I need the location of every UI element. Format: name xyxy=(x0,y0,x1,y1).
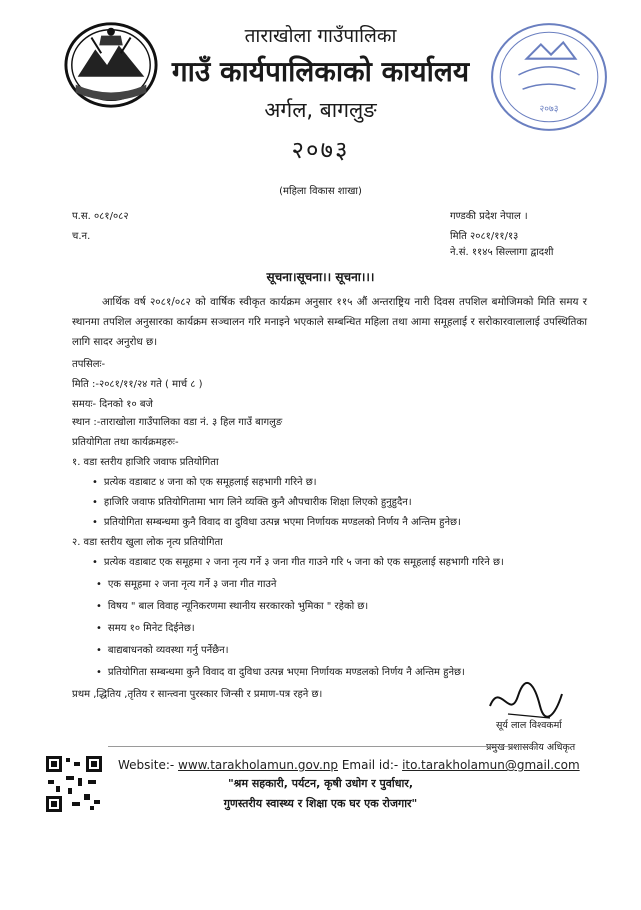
seal-year: २०७३ xyxy=(539,104,559,115)
section1-item: • प्रतियोगिता सम्बन्धमा कुनै विवाद वा दुविधा उत्पन्न भएमा निर्णायक मण्डलको निर्णय नै अन्तिम हुनेछ। xyxy=(92,514,461,528)
letter-date: मिति २०८१/११/१३ xyxy=(450,231,519,242)
section2-item: • प्रत्येक वडाबाट एक समूहमा २ जना नृत्य गर्ने ३ जना गीत गाउने गरि ५ जना को एक समूहलाई सहभागी गरिने छ। xyxy=(92,554,504,568)
nepal-sambat-date: ने.सं. ११४५ सिल्लागा द्वादशी xyxy=(450,247,554,258)
province-label: गण्डकी प्रदेश नेपाल । xyxy=(450,211,528,222)
slogan-line-1: "श्रम सहकारी, पर्यटन, कृषी उधोग र पुर्वाधार, xyxy=(227,777,414,790)
letter-cn: च.न. xyxy=(72,231,91,242)
event-time: समयः- दिनको १० बजे xyxy=(72,399,153,410)
section1-item: • हाजिरि जवाफ प्रतियोगितामा भाग लिने व्यक्ति कुनै औपचारीक शिक्षा लिएको हुनुहुदैन। xyxy=(92,494,412,508)
footer-divider xyxy=(108,746,538,747)
section2-item: • एक समूहमा २ जना नृत्य गर्ने ३ जना गीत गाउने xyxy=(96,576,276,590)
municipality-name: ताराखोला गाउँपालिका xyxy=(244,25,397,47)
section2-item: • बाद्यबाधनको व्यवस्था गर्नु पर्नेछैन। xyxy=(96,642,229,656)
website-label: Website:- xyxy=(118,758,179,772)
event-date: मिति :-२०८१/११/२४ गते ( मार्च ८ ) xyxy=(72,379,203,390)
contact-line xyxy=(118,758,580,772)
section-name: (महिला विकास शाखा) xyxy=(279,186,362,197)
section1-item: • प्रत्येक वडाबाट ४ जना को एक समूहलाई सहभागी गरिने छ। xyxy=(92,474,317,488)
section2-item: • समय १० मिनेट दिईनेछ। xyxy=(96,620,195,634)
email-label: Email id:- xyxy=(338,758,403,772)
prizes-note: प्रथम ,द्धितिय ,तृतिय र सान्त्वना पुरस्कार जिन्सी र प्रमाण-पत्र रहने छ। xyxy=(72,689,323,700)
programs-label: प्रतियोगिता तथा कार्यक्रमहरुः- xyxy=(72,437,179,448)
website-link[interactable]: www.tarakholamun.gov.np xyxy=(178,758,338,772)
office-address: अर्गल, बागलुङ xyxy=(264,98,377,122)
signatory-name: सूर्य लाल विश्वकर्मा xyxy=(496,720,562,731)
email-link[interactable]: ito.tarakholamun@gmail.com xyxy=(402,758,580,772)
event-place: स्थान :-ताराखोला गाउँपालिका वडा नं. ३ हिल गाउँ बागलुङ xyxy=(72,417,283,428)
section2-title: २. वडा स्तरीय खुला लोक नृत्य प्रतियोगिता xyxy=(72,537,223,548)
section1-title: १. वडा स्तरीय हाजिरि जवाफ प्रतियोगिता xyxy=(72,457,219,468)
signatory-title: प्रमुख प्रशासकीय अधिकृत xyxy=(486,742,576,753)
details-label: तपसिलः- xyxy=(72,359,106,370)
section2-item: • प्रतियोगिता सम्बन्धमा कुनै विवाद वा दुविधा उत्पन्न भएमा निर्णायक मण्डलको निर्णय नै अन्तिम हुनेछ। xyxy=(96,664,465,678)
notice-intro: आर्थिक वर्ष २०८१/०८२ को वार्षिक स्वीकृत कार्यक्रम अनुसार ११५ औं अन्तराष्ट्रिय नारी दिवस तपशिल बमोजिमको मिति समय र स्थानमा तपशिल अनुसारका कार्यक्रम सञ्चालन गरि मनाइने भएकाले सम्बन्धित महिला तथा आमा समूहलाई र सरोकारवालालाई उपस्थितिका लागि सादर अनुरोध छ। xyxy=(72,296,587,348)
notice-title: सूचना।सूचना।। सूचना।।। xyxy=(266,270,375,284)
office-name: गाउँ कार्यपालिकाको कार्यालय xyxy=(171,55,470,88)
letter-ps: प.स. ०८१/०८२ xyxy=(72,211,129,222)
establishment-year: २०७३ xyxy=(291,136,350,164)
section2-item: • विषय " बाल विवाह न्यूनिकरणमा स्थानीय सरकारको भुमिका " रहेको छ। xyxy=(96,598,368,612)
slogan-line-2: गुणस्तरीय स्वास्थ्य र शिक्षा एक घर एक रोजगार" xyxy=(223,797,418,810)
